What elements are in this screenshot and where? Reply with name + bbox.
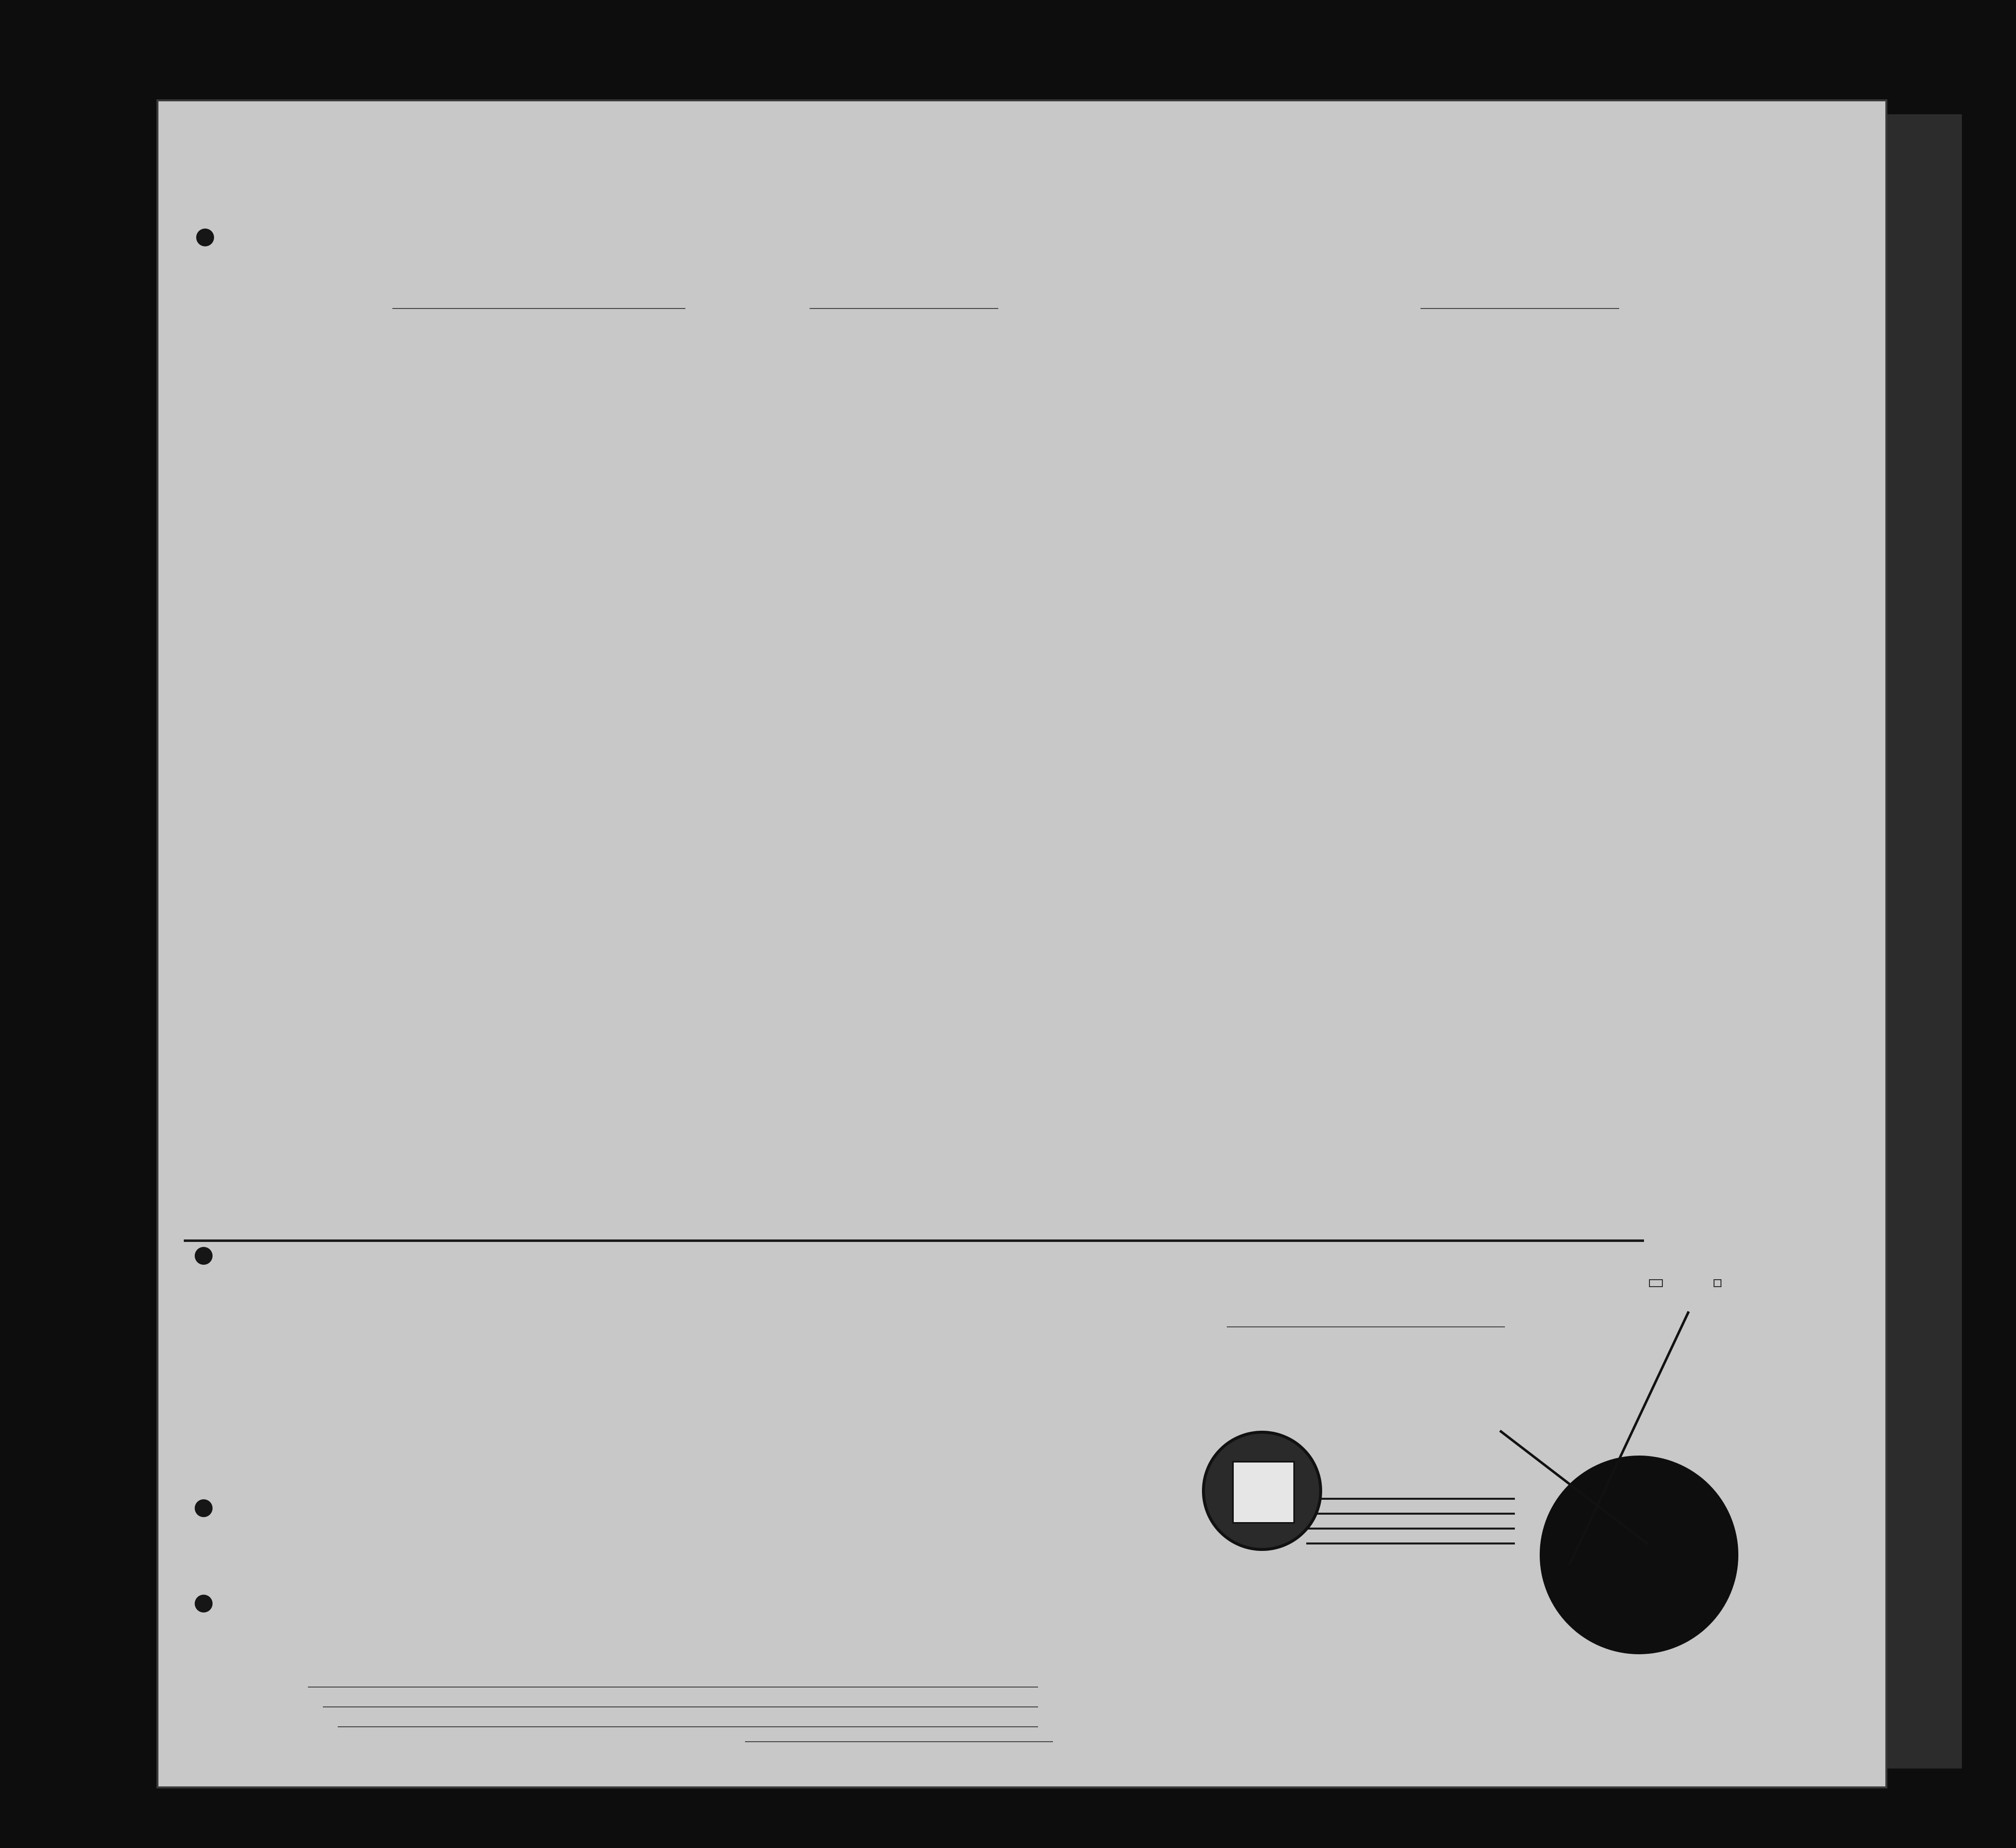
- punch-hole: [195, 1595, 213, 1613]
- punch-hole: [195, 1499, 213, 1517]
- fee-stamp-seal: [1202, 1431, 1322, 1551]
- inspector-sign-line: [745, 1741, 1053, 1742]
- from-port-underline: [1420, 308, 1619, 309]
- seal-box-label: [1714, 1279, 1721, 1287]
- agents-underline: [338, 1726, 1038, 1727]
- arriving-underline: [810, 308, 998, 309]
- owners-underline: [323, 1706, 1038, 1707]
- punch-hole: [196, 229, 214, 246]
- closing-strike: [184, 1239, 1644, 1242]
- fee-stamp-box-label: [1649, 1279, 1663, 1287]
- page-edge: [1882, 114, 1962, 1769]
- punch-hole: [195, 1247, 213, 1265]
- vessel-underline: [392, 308, 685, 309]
- line-underline: [308, 1687, 1038, 1688]
- cancellation-lines: [1440, 1302, 1748, 1580]
